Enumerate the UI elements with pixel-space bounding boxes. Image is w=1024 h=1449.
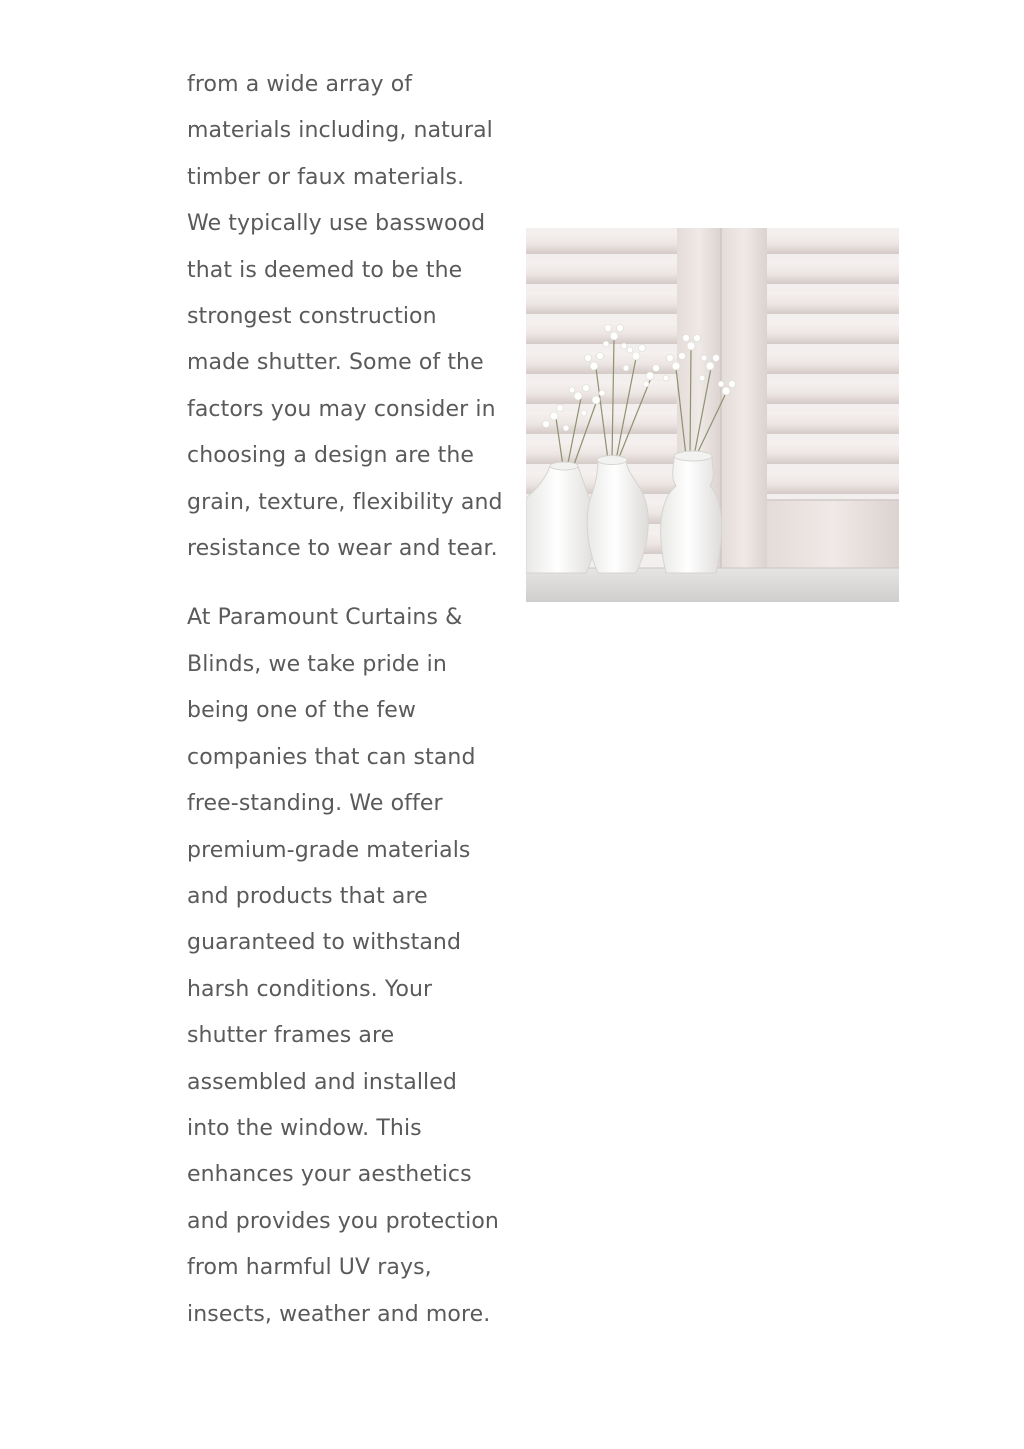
paragraph-company: At Paramount Curtains & Blinds, we take pride in being one of the few companies that can stand free-standing. We offer premium-grade materials and products that are guaranteed to withstand harsh conditions. Your shutter frames are assembled and installed into the window. This enhances your aesthetics and provides you protection from harmful UV rays, insects, weather and more. [187,605,499,1327]
vases [526,451,722,573]
shutter-slats-right [767,232,899,494]
shutters-vases-photo [526,228,899,602]
paragraph-materials: from a wide array of materials including, natural timber or faux materials. We typically use basswood that is deemed to be the strongest construction made shutter. Some of the factors you may consider in choosing a design are the grain, texture, flexibility and resistance to wear and tear. [187,72,503,562]
article-text [187,62,507,1338]
